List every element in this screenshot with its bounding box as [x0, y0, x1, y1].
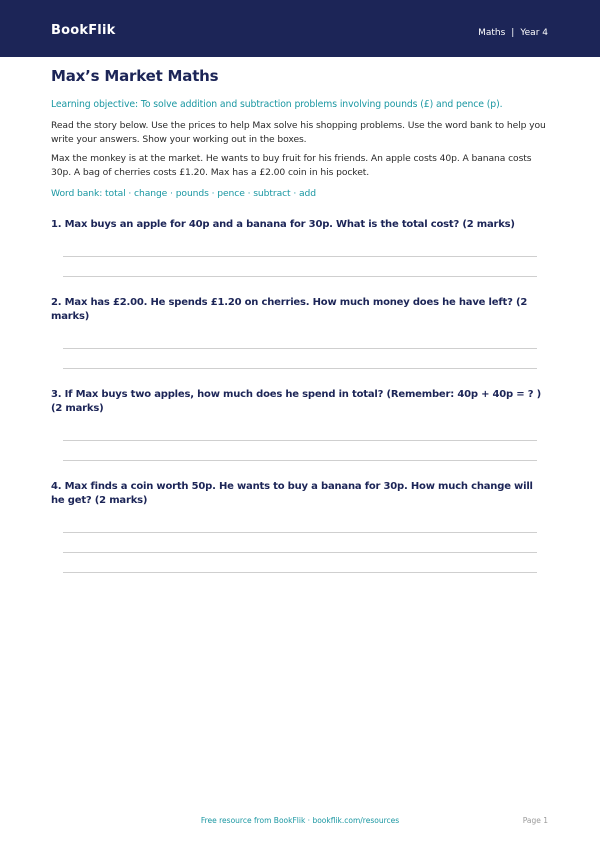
answer-line — [63, 440, 537, 441]
brand-logo-text: BookFlik — [51, 23, 116, 38]
question-1: 1. Max buys an apple for 40p and a banana for 30p. What is the total cost? (2 marks) — [51, 219, 515, 230]
answer-line — [63, 532, 537, 533]
page-header — [0, 0, 600, 57]
answer-line — [63, 460, 537, 461]
answer-line — [63, 572, 537, 573]
answer-area-1[interactable] — [63, 256, 537, 277]
worksheet-content — [51, 67, 549, 592]
intro-text: Read the story below. Use the prices to help Max solve his shopping problems. Use the word bank to help you write your answers. Show your working out in the boxes. — [51, 120, 546, 145]
header-meta — [478, 28, 548, 38]
word-bank: Word bank: total · change · pounds · pence · subtract · add — [51, 188, 317, 199]
answer-line — [63, 256, 537, 257]
story-text: Max the monkey is at the market. He wants to buy fruit for his friends. An apple costs 40p. A banana costs 30p. A bag of cherries costs £1.20. Max has a £2.00 coin in his pocket. — [51, 153, 532, 178]
question-3: 3. If Max buys two apples, how much does he spend in total? (Remember: 40p + 40p = ? ) (2 marks) — [51, 389, 542, 414]
answer-line — [63, 552, 537, 553]
meta-separator: | — [511, 28, 515, 38]
answer-area-2[interactable] — [63, 348, 537, 369]
page-number: Page 1 — [522, 816, 548, 825]
answer-line — [63, 348, 537, 349]
subject-label: Maths — [478, 28, 506, 38]
learning-objective: Learning objective: To solve addition and subtraction problems involving pounds (£) and pence (p). — [51, 99, 503, 110]
footer-source-link[interactable]: Free resource from BookFlik · bookflik.com/resources — [200, 816, 400, 825]
answer-area-3[interactable] — [63, 440, 537, 461]
question-2: 2. Max has £2.00. He spends £1.20 on cherries. How much money does he have left? (2 marks) — [51, 297, 528, 322]
question-4: 4. Max finds a coin worth 50p. He wants to buy a banana for 30p. How much change will he get? (2 marks) — [51, 481, 533, 506]
answer-line — [63, 368, 537, 369]
year-label: Year 4 — [520, 28, 548, 38]
answer-area-4[interactable] — [63, 532, 537, 573]
answer-line — [63, 276, 537, 277]
page-title: Max’s Market Maths — [51, 67, 219, 85]
